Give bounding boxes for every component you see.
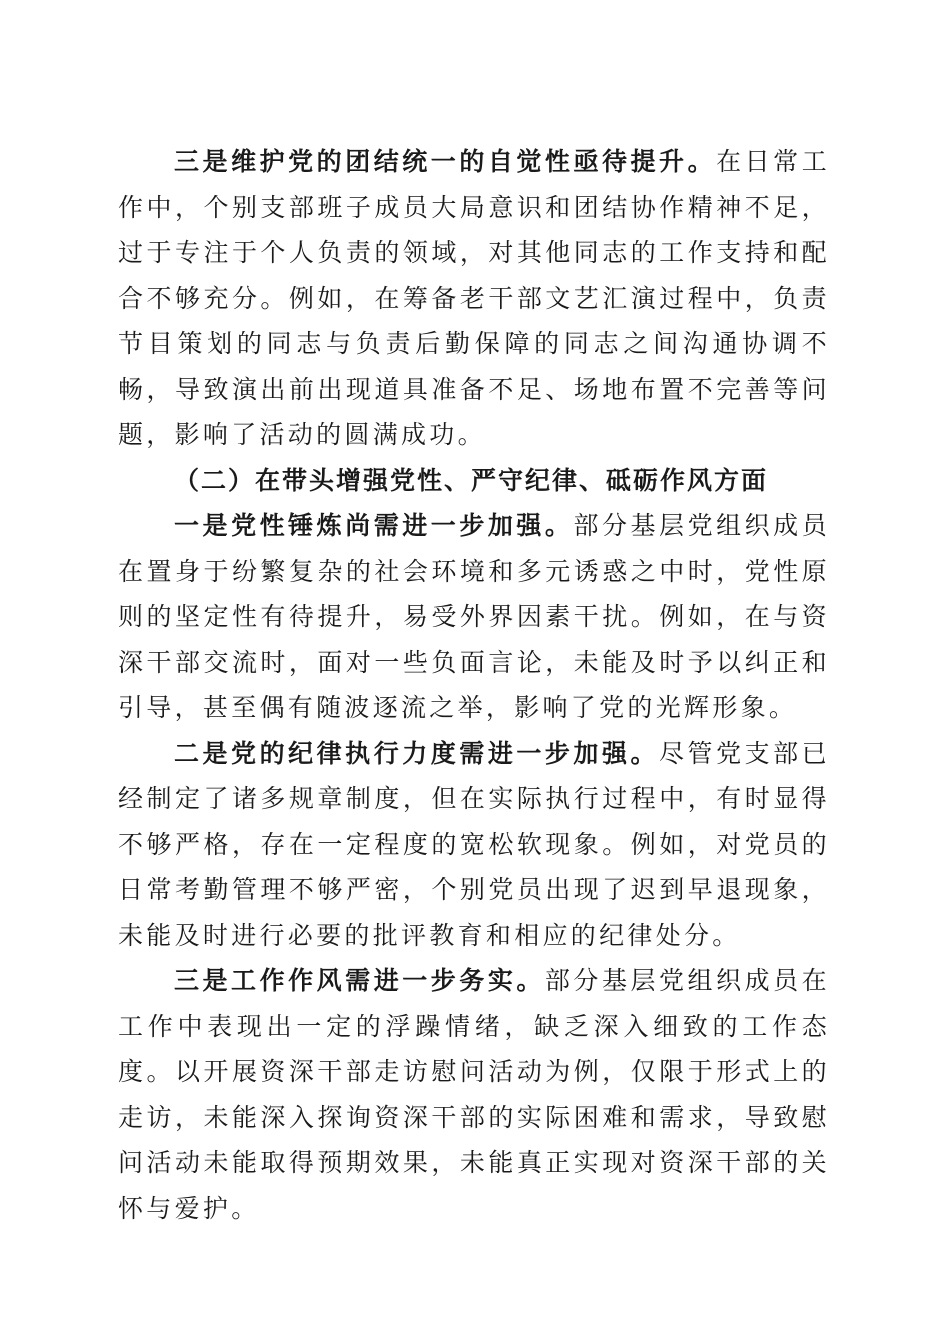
paragraph-lead: 三是维护党的团结统一的自觉性亟待提升。: [174, 147, 717, 176]
paragraph-lead: 一是党性锤炼尚需进一步加强。: [174, 511, 574, 540]
paragraph-text: 在日常工作中，个别支部班子成员大局意识和团结协作精神不足，过于专注于个人负责的领域，对其他同志的工作支持和配合不够充分。例如，在筹备老干部文艺汇演过程中，负责节目策划的同志与负责后勤保障的同志之间沟通协调不畅，导致演出前出现道具准备不足、场地布置不完善等问题，影响了活动的圆满成功。: [118, 147, 831, 449]
paragraph-work-style: [118, 958, 830, 1231]
paragraph-discipline: [118, 731, 830, 959]
paragraph-lead: 二是党的纪律执行力度需进一步加强。: [174, 738, 660, 768]
paragraph-party-spirit: [118, 503, 830, 731]
paragraph-unity: [118, 139, 830, 458]
paragraph-text: 部分基层党组织成员在置身于纷繁复杂的社会环境和多元诱惑之中时，党性原则的坚定性有待提升，易受外界因素干扰。例如，在与资深干部交流时，面对一些负面言论，未能及时予以纠正和引导，甚至偶有随波逐流之举，影响了党的光辉形象。: [118, 511, 831, 722]
paragraph-lead: 三是工作作风需进一步务实。: [174, 966, 545, 995]
paragraph-text: 部分基层党组织成员在工作中表现出一定的浮躁情绪，缺乏深入细致的工作态度。以开展资深干部走访慰问活动为例，仅限于形式上的走访，未能深入探询资深干部的实际困难和需求，导致慰问活动未能取得预期效果，未能真正实现对资深干部的关怀与爱护。: [118, 966, 830, 1223]
document-body: [118, 139, 830, 1231]
section-heading: （二）在带头增强党性、严守纪律、砥砺作风方面: [174, 465, 769, 495]
paragraph-text: 尽管党支部已经制定了诸多规章制度，但在实际执行过程中，有时显得不够严格，存在一定程度的宽松软现象。例如，对党员的日常考勤管理不够严密，个别党员出现了迟到早退现象，未能及时进行必要的批评教育和相应的纪律处分。: [118, 738, 830, 950]
